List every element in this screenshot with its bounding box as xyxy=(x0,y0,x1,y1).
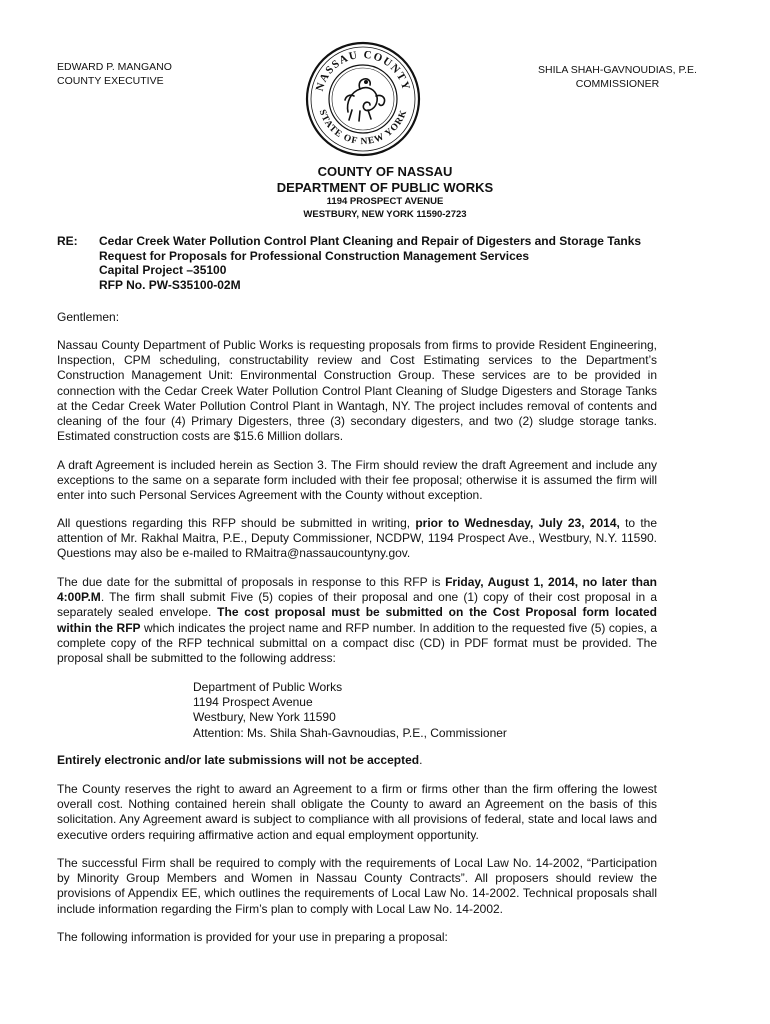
address-department: Department of Public Works xyxy=(193,680,343,694)
seal-top-text: NASSAU COUNTY xyxy=(313,48,413,93)
nassau-county-seal xyxy=(304,40,422,158)
re-label: RE: xyxy=(57,234,78,248)
re-rfp-number: RFP No. PW-S35100-02M xyxy=(99,277,241,292)
due-date-text-a: The due date for the submittal of proposals in response to this RFP is xyxy=(57,575,446,589)
address-city: Westbury, New York 11590 xyxy=(193,710,336,725)
questions-text-c: to the attention of Mr. Rakhal Maitra, P.E., Deputy Commissioner, NCDPW, 1194 Prospect Ave., Westbury, N.Y. 11590. Questions may also be e-mailed to RMaitra@nassaucountyny.gov. xyxy=(57,516,658,561)
paragraph-draft-agreement: A draft Agreement is included herein as Section 3. The Firm should review the draft Agreement and include any exceptions to the same on a separate form included with their fee proposal; otherwise it is assumed the firm will enter into such Personal Services Agreement with the County without exception. xyxy=(57,458,657,503)
paragraph-local-law: The successful Firm shall be required to comply with the requirements of Local Law No. 14-2002, “Participation by Minority Group Members and Women in Nassau County Contracts”. All proposers should review the provisions of Appendix EE, which outlines the requirements of Local Law No. 14-2002. Technical proposals shall include information regarding the Firm’s plan to comply with Local Law No. 14-2002. xyxy=(57,856,657,916)
paragraph-award-rights: The County reserves the right to award an Agreement to a firm or firms other than the firm offering the lowest overall cost. Nothing contained herein shall obligate the County to award an Agreement on the basis of this solicitation. Any Agreement award is subject to compliance with all provisions of federal, state and local laws and executive orders requiring affirmative action and equal employment opportunity. xyxy=(57,782,657,842)
address-attention: Attention: Ms. Shila Shah-Gavnoudias, P.E., Commissioner xyxy=(193,725,507,740)
re-request-line: Request for Proposals for Professional Construction Management Services xyxy=(99,248,530,263)
questions-text-a: All questions regarding this RFP should be submitted in writing, xyxy=(57,516,416,530)
address-street: 1194 Prospect Avenue xyxy=(193,695,313,710)
svg-text:STATE OF NEW YORK xyxy=(317,108,410,147)
paragraph-due-date xyxy=(57,575,657,666)
department-county: COUNTY OF NASSAU xyxy=(317,164,453,179)
paragraph-services: Nassau County Department of Public Works is requesting proposals from firms to provide Resident Engineering, Inspection, CPM scheduling, constructability review and Cost Estimating services to the Department’s Construction Management Unit: Environmental Construction Group. These services are to be provided in connection with the Cedar Creek Water Pollution Control Plant Cleaning of Sludge Digesters and Storage Tanks at the Cedar Creek Water Pollution Control Plant in Wantagh, NY. The project includes removal of contents and cleaning of the four (4) Primary Digesters, three (3) secondary digesters, and two (2) sludge storage tanks. Estimated construction costs are $15.6 Million dollars. xyxy=(57,338,657,444)
re-capital-project: Capital Project –35100 xyxy=(99,263,227,278)
seal-bottom-text: STATE OF NEW YORK xyxy=(316,108,410,148)
paragraph-late-submissions xyxy=(57,753,657,768)
late-submissions-period: . xyxy=(419,753,423,767)
due-date-text-c: . The firm shall submit Five (5) copies of their proposal and one (1) copy of their cost proposal in a separately sealed envelope. xyxy=(57,590,657,620)
paragraph-following-info: The following information is provided for your use in preparing a proposal: xyxy=(57,930,448,944)
cost-proposal-requirement: The cost proposal must be submitted on the Cost Proposal form located within the RFP xyxy=(57,605,657,635)
questions-deadline: prior to Wednesday, July 23, 2014, xyxy=(415,516,620,530)
late-submissions-warning: Entirely electronic and/or late submissions will not be accepted xyxy=(57,753,420,767)
salutation: Gentlemen: xyxy=(57,310,120,324)
department-city: WESTBURY, NEW YORK 11590-2723 xyxy=(303,209,467,220)
paragraph-questions xyxy=(57,516,657,562)
lion-emblem-icon xyxy=(345,79,385,121)
due-date-deadline: Friday, August 1, 2014, no later than 4:00P.M xyxy=(57,575,657,605)
re-subject xyxy=(99,234,641,292)
department-street: 1194 PROSPECT AVENUE xyxy=(326,196,444,207)
commissioner-title: COMMISSIONER xyxy=(575,78,660,90)
re-project-title: Cedar Creek Water Pollution Control Plant Cleaning and Repair of Digesters and Storage Tanks xyxy=(99,234,642,248)
commissioner-block xyxy=(530,63,705,91)
due-date-text-e: which indicates the project name and RFP number. In addition to the requested five (5) copies, a complete copy of the RFP technical submittal on a compact disc (CD) in PDF format must be provided. The proposal shall be submitted to the following address: xyxy=(57,620,657,666)
department-name: DEPARTMENT OF PUBLIC WORKS xyxy=(276,180,494,195)
commissioner-name: SHILA SHAH-GAVNOUDIAS, P.E. xyxy=(538,64,697,76)
county-executive-title: COUNTY EXECUTIVE xyxy=(57,75,164,87)
county-executive-block xyxy=(57,60,172,88)
county-executive-name: EDWARD P. MANGANO xyxy=(57,61,172,73)
submission-address xyxy=(193,680,507,741)
